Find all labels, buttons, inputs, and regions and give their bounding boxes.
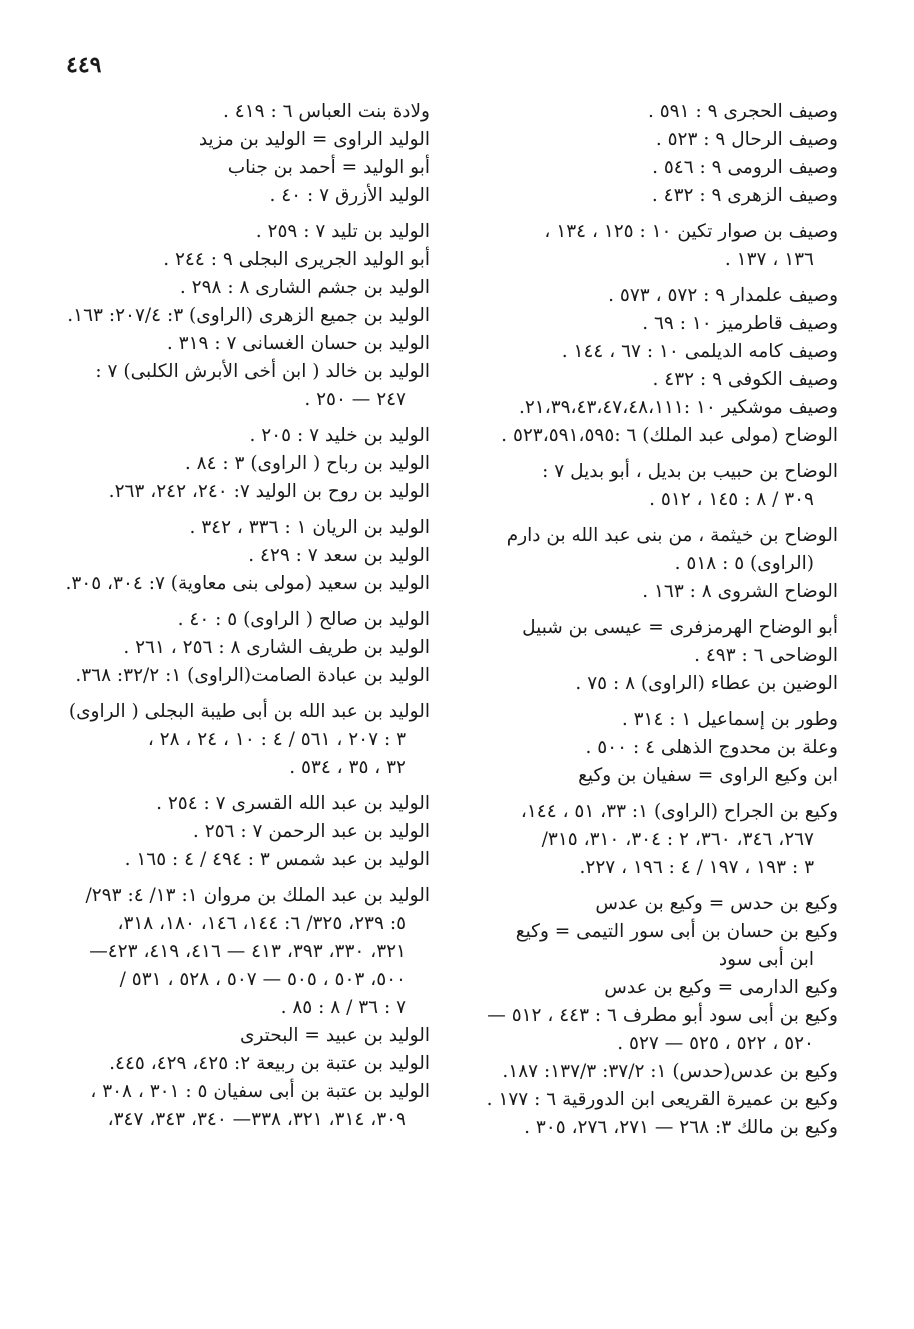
index-line: وصيف علمدار ٩ : ٥٧٢ ، ٥٧٣ . [608, 285, 838, 306]
index-line: الوليد بن رباح ( الراوى) ٣ : ٨٤ . [184, 453, 430, 474]
index-line: ٢٤٧ — ٢٥٠ . [304, 389, 406, 410]
index-line: الوليد بن الريان ١ : ٣٣٦ ، ٣٤٢ . [189, 517, 430, 538]
index-line: أبو الوليد = أحمد بن جناب [227, 157, 430, 178]
index-line: أبو الوضاح الهرمزفرى = عيسى بن شبيل [522, 617, 838, 638]
left-column [58, 98, 430, 1134]
index-line: الوليد بن سعيد (مولى بنى معاوية) ٧: ٣٠٤، ٣٠٥. [65, 573, 430, 594]
index-line: وصيف كامه الديلمى ١٠ : ٦٧ ، ١٤٤ . [561, 341, 838, 362]
index-line: الوليد بن عبادة الصامت(الراوى) ١: ٣٢/٢: ٣٦٨. [75, 665, 430, 686]
index-line: الوليد بن عبد الله بن أبى طيبة البجلى ( الراوى) [68, 701, 430, 722]
index-line: الوليد بن عبد شمس ٣ : ٤٩٤ / ٤ : ١٦٥ . [124, 849, 430, 870]
index-line: الوليد بن عبد الله القسرى ٧ : ٢٥٤ . [156, 793, 430, 814]
index-line: الوليد بن جشم الشارى ٨ : ٢٩٨ . [179, 277, 430, 298]
index-line: وصيف الرحال ٩ : ٥٢٣ . [655, 129, 838, 150]
index-line: ٣٠٩، ٣١٤، ٣٢١، ٣٣٨— ٣٤٠، ٣٤٣، ٣٤٧، [107, 1109, 406, 1130]
index-line: الوليد بن خليد ٧ : ٢٠٥ . [249, 425, 430, 446]
index-line: وكيع بن حدس = وكيع بن عدس [595, 893, 838, 914]
index-line: وصيف قاطرميز ١٠ : ٦٩ . [642, 313, 838, 334]
index-line: وكيع بن عدس(حدس) ١: ٣٧/٢: ١٣٧/٣: ١٨٧. [502, 1061, 838, 1082]
index-line: الوضاح (مولى عبد الملك) ٦ :٥٢٣،٥٩١،٥٩٥ . [501, 425, 838, 446]
index-line: وصيف الكوفى ٩ : ٤٣٢ . [652, 369, 838, 390]
index-line: ٥٠٠، ٥٠٣ ، ٥٠٥ — ٥٠٧ ، ٥٢٨ ، ٥٣١ / [119, 969, 406, 990]
index-line: الوليد بن عبد الرحمن ٧ : ٢٥٦ . [192, 821, 430, 842]
index-line: الوضاح بن خيثمة ، من بنى عبد الله بن دارم [506, 525, 838, 546]
index-line: وكيع بن أبى سود أبو مطرف ٦ : ٤٤٣ ، ٥١٢ — [487, 1005, 838, 1026]
index-line: الوليد بن سعد ٧ : ٤٢٩ . [248, 545, 430, 566]
index-line: ابن أبى سود [718, 949, 814, 970]
index-line: الوليد الراوى = الوليد بن مزيد [198, 129, 430, 150]
index-line: ولادة بنت العباس ٦ : ٤١٩ . [223, 101, 430, 122]
index-line: أبو الوليد الجريرى البجلى ٩ : ٢٤٤ . [163, 249, 430, 270]
index-line: الوضين بن عطاء (الراوى) ٨ : ٧٥ . [575, 673, 838, 694]
index-line: الوليد بن خالد ( ابن أخى الأبرش الكلبى) ٧ : [95, 361, 430, 382]
index-line: وصيف الحجرى ٩ : ٥٩١ . [647, 101, 838, 122]
page-number: ٤٤٩ [66, 52, 102, 78]
index-line: الوضاحى ٦ : ٤٩٣ . [694, 645, 838, 666]
index-line: الوليد بن تليد ٧ : ٢٥٩ . [255, 221, 430, 242]
index-line: وكيع بن عميرة القريعى ابن الدورقية ٦ : ١٧٧ . [486, 1089, 838, 1110]
index-line: ٣ : ١٩٣ ، ١٩٧ / ٤ : ١٩٦ ، ٢٢٧. [579, 857, 814, 878]
index-line: ٣٢ ، ٣٥ ، ٥٣٤ . [289, 757, 406, 778]
index-line: ٣ : ٢٠٧ ، ٥٦١ / ٤ : ١٠ ، ٢٤ ، ٢٨ ، [147, 729, 406, 750]
index-line: الوليد بن عتبة بن ربيعة ٢: ٤٢٥، ٤٢٩، ٤٤٥. [109, 1053, 430, 1074]
index-line: الوليد بن عتبة بن أبى سفيان ٥ : ٣٠١ ، ٣٠٨ ، [90, 1081, 430, 1102]
index-line: ٢٦٧، ٣٤٦، ٣٦٠، ٢ : ٣٠٤، ٣١٠، ٣١٥/ [541, 829, 814, 850]
index-line: وكيع بن مالك ٣: ٢٦٨ — ٢٧١، ٢٧٦، ٣٠٥ . [524, 1117, 838, 1138]
index-line: وصيف الرومى ٩ : ٥٤٦ . [652, 157, 838, 178]
index-line: الوليد بن عبد الملك بن مروان ١: ١٣/ ٤: ٢٩٣/ [85, 885, 430, 906]
index-line: الوليد بن جميع الزهرى (الراوى) ٣: ٢٠٧/٤: ١٦٣. [67, 305, 430, 326]
index-line: وكيع الدارمى = وكيع بن عدس [604, 977, 838, 998]
index-line: الوليد بن عبيد = البحترى [239, 1025, 430, 1046]
index-line: الوليد بن روح بن الوليد ٧: ٢٤٠، ٢٤٢، ٢٦٣. [108, 481, 430, 502]
index-line: ٣٠٩ / ٨ : ١٤٥ ، ٥١٢ . [649, 489, 814, 510]
index-line: الوضاح الشروى ٨ : ١٦٣ . [642, 581, 838, 602]
index-line: الوليد بن صالح ( الراوى) ٥ : ٤٠ . [177, 609, 430, 630]
index-line: وكيع بن حسان بن أبى سور التيمى = وكيع [515, 921, 838, 942]
index-line: وصيف موشكير ١٠ :٢١،٣٩،٤٣،٤٧،٤٨،١١١. [518, 397, 838, 418]
index-line: (الراوى) ٥ : ٥١٨ . [674, 553, 814, 574]
index-line: الوليد بن طريف الشارى ٨ : ٢٥٦ ، ٢٦١ . [123, 637, 430, 658]
index-line: وصيف بن صوار تكين ١٠ : ١٢٥ ، ١٣٤ ، [544, 221, 838, 242]
index-line: ابن وكيع الراوى = سفيان بن وكيع [578, 765, 838, 786]
index-line: وكيع بن الجراح (الراوى) ١: ٣٣، ٥١ ، ١٤٤، [520, 801, 838, 822]
index-line: الوليد الأزرق ٧ : ٤٠ . [269, 185, 430, 206]
right-column [466, 98, 838, 1142]
index-line: ٥: ٢٣٩، ٣٢٥/ ٦: ١٤٤، ١٤٦، ١٨٠، ٣١٨، [117, 913, 406, 934]
index-line: ٣٢١، ٣٣٠، ٣٩٣، ٤١٣ — ٤١٦، ٤١٩، ٤٢٣— [89, 941, 406, 962]
index-line: الوضاح بن حبيب بن بديل ، أبو بديل ٧ : [542, 461, 838, 482]
index-line: وعلة بن محدوج الذهلى ٤ : ٥٠٠ . [585, 737, 838, 758]
index-line: ٥٢٠ ، ٥٢٢ ، ٥٢٥ — ٥٢٧ . [617, 1033, 814, 1054]
index-line: وصيف الزهرى ٩ : ٤٣٢ . [651, 185, 838, 206]
index-line: وطور بن إسماعيل ١ : ٣١٤ . [621, 709, 838, 730]
index-line: ١٣٦ ، ١٣٧ . [724, 249, 814, 270]
index-line: ٧ : ٣٦ / ٨ : ٨٥ . [280, 997, 406, 1018]
index-line: الوليد بن حسان الغسانى ٧ : ٣١٩ . [166, 333, 430, 354]
